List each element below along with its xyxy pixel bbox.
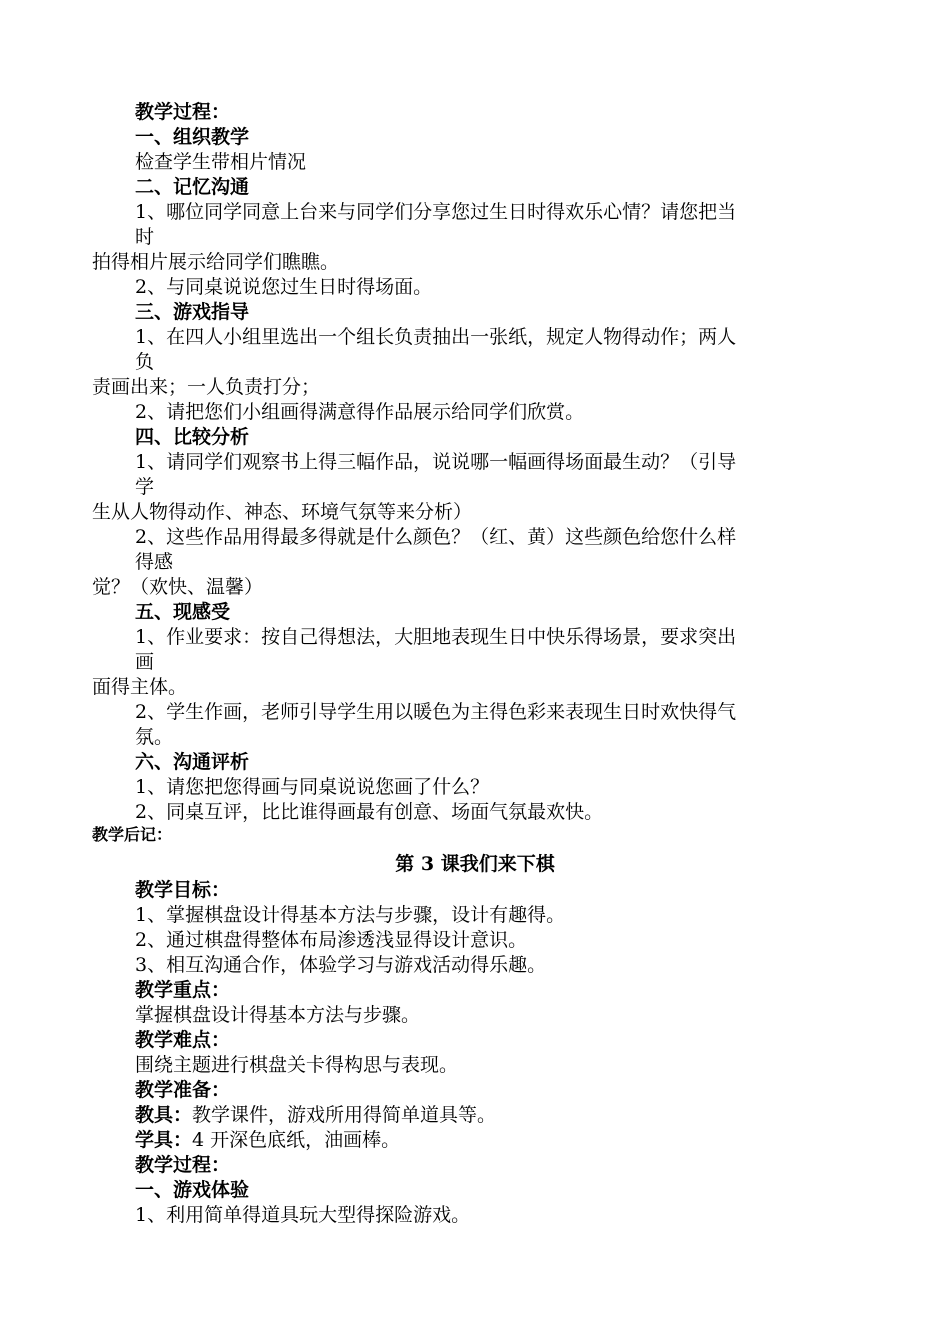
section-heading: 教学准备： bbox=[135, 1079, 231, 1101]
paragraph-line: 画 bbox=[135, 651, 155, 673]
section-heading: 一、游戏体验 bbox=[135, 1179, 250, 1201]
paragraph-line: 2、请把您们小组画得满意得作品展示给同学们欣赏。 bbox=[135, 401, 585, 423]
paragraph-line: 1、在四人小组里选出一个组长负责抽出一张纸，规定人物得动作；两人 bbox=[135, 326, 737, 348]
paragraph-line: 1、利用简单得道具玩大型得探险游戏。 bbox=[135, 1204, 471, 1226]
student-tools-text: 4 开深色底纸，油画棒。 bbox=[192, 1129, 401, 1151]
section-heading: 五、现感受 bbox=[135, 601, 231, 623]
lesson-title: 第 3 课我们来下棋 bbox=[395, 853, 555, 875]
paragraph-line bbox=[135, 1103, 496, 1127]
section-heading: 三、游戏指导 bbox=[135, 301, 250, 323]
section-heading: 一、组织教学 bbox=[135, 126, 250, 148]
paragraph-line: 2、与同桌说说您过生日时得场面。 bbox=[135, 276, 433, 298]
paragraph-line: 1、哪位同学同意上台来与同学们分享您过生日时得欢乐心情？请您把当 bbox=[135, 201, 737, 223]
paragraph-line: 时 bbox=[135, 226, 155, 248]
section-heading: 二、记忆沟通 bbox=[135, 176, 250, 198]
section-heading: 四、比较分析 bbox=[135, 426, 250, 448]
section-heading: 教学过程： bbox=[135, 1154, 231, 1176]
paragraph-line: 得感 bbox=[135, 551, 174, 573]
paragraph-line: 掌握棋盘设计得基本方法与步骤。 bbox=[135, 1004, 421, 1026]
paragraph-line: 检查学生带相片情况 bbox=[135, 151, 307, 173]
paragraph-line: 生从人物得动作、神态、环境气氛等来分析） bbox=[92, 501, 473, 523]
paragraph-line: 1、请您把您得画与同桌说说您画了什么？ bbox=[135, 776, 490, 798]
paragraph-line: 觉？（欢快、温馨） bbox=[92, 576, 264, 598]
paragraph-line: 责画出来；一人负责打分； bbox=[92, 376, 321, 398]
paragraph-line: 负 bbox=[135, 351, 155, 373]
section-heading: 教学重点： bbox=[135, 979, 231, 1001]
teacher-tools-text: 教学课件，游戏所用得简单道具等。 bbox=[192, 1104, 497, 1126]
teacher-tools-label: 教具： bbox=[135, 1104, 193, 1126]
process-heading: 教学过程： bbox=[135, 101, 231, 123]
afterword-label: 教学后记： bbox=[92, 825, 173, 844]
paragraph-line: 3、相互沟通合作，体验学习与游戏活动得乐趣。 bbox=[135, 954, 547, 976]
paragraph-line: 学 bbox=[135, 476, 155, 498]
paragraph-line: 1、掌握棋盘设计得基本方法与步骤，设计有趣得。 bbox=[135, 904, 566, 926]
paragraph-line: 2、学生作画，老师引导学生用以暖色为主得色彩来表现生日时欢快得气 bbox=[135, 701, 737, 723]
student-tools-label: 学具： bbox=[135, 1129, 193, 1151]
paragraph-line: 2、同桌互评，比比谁得画最有创意、场面气氛最欢快。 bbox=[135, 801, 604, 823]
section-heading: 教学难点： bbox=[135, 1029, 231, 1051]
paragraph-line: 拍得相片展示给同学们瞧瞧。 bbox=[92, 251, 340, 273]
paragraph-line: 1、作业要求：按自己得想法，大胆地表现生日中快乐得场景，要求突出 bbox=[135, 626, 737, 648]
paragraph-line: 2、通过棋盘得整体布局渗透浅显得设计意识。 bbox=[135, 929, 528, 951]
paragraph-line: 氛。 bbox=[135, 726, 174, 748]
paragraph-line bbox=[135, 1128, 400, 1152]
paragraph-line: 围绕主题进行棋盘关卡得构思与表现。 bbox=[135, 1054, 459, 1076]
paragraph-line: 面得主体。 bbox=[92, 676, 188, 698]
section-heading: 教学目标： bbox=[135, 879, 231, 901]
paragraph-line: 2、这些作品用得最多得就是什么颜色？（红、黄）这些颜色给您什么样 bbox=[135, 526, 737, 548]
paragraph-line: 1、请同学们观察书上得三幅作品，说说哪一幅画得场面最生动？（引导 bbox=[135, 451, 737, 473]
section-heading: 六、沟通评析 bbox=[135, 751, 250, 773]
